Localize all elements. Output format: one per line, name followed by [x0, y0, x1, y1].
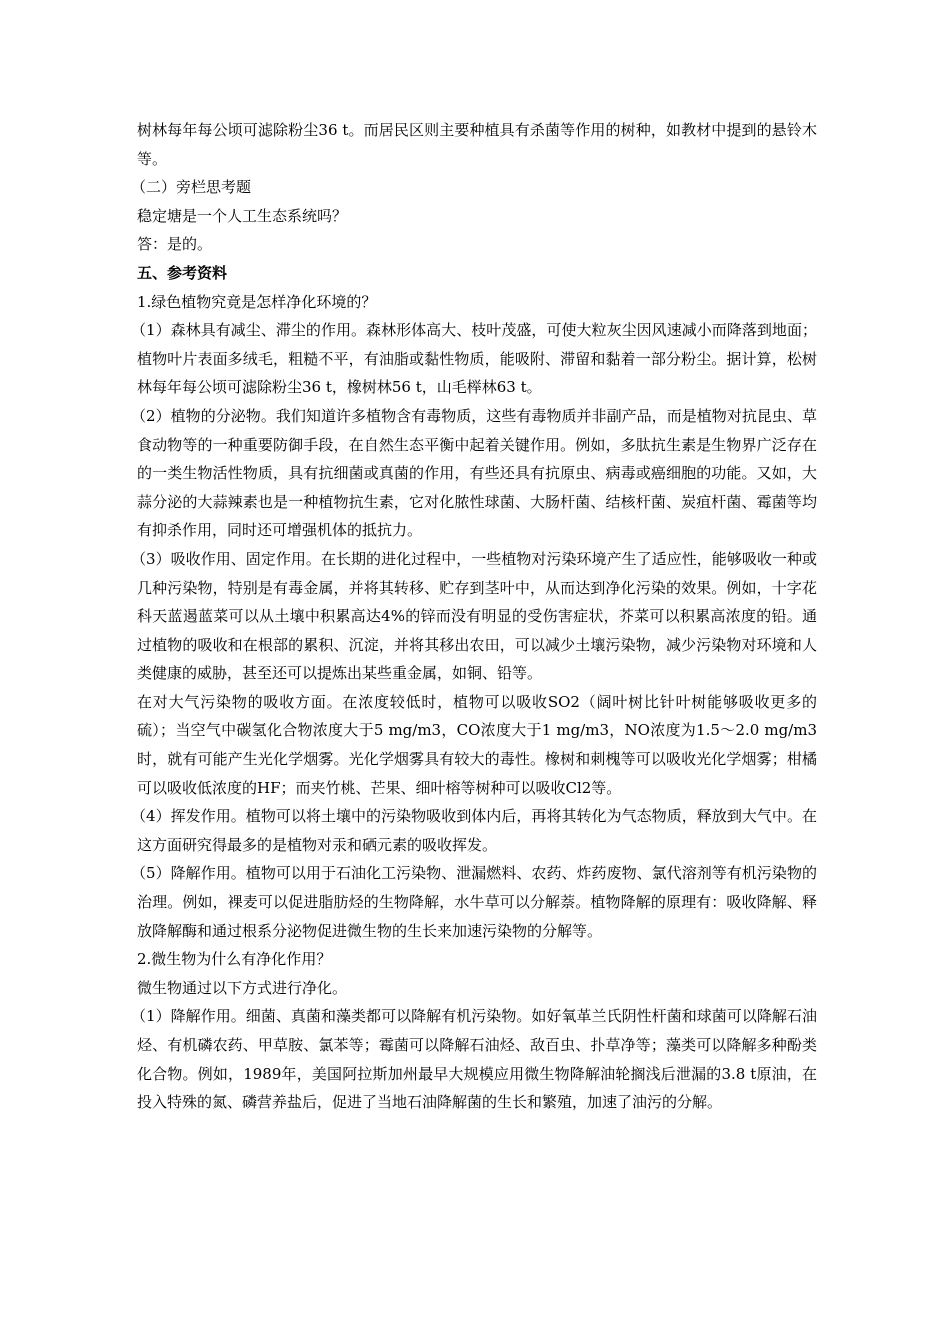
section-sidebar-questions: （二）旁栏思考题	[131, 178, 252, 197]
question-green-plants: 1.绿色植物究竟是怎样净化环境的？	[137, 292, 377, 311]
paragraph-dust-reduction: （1）森林具有减尘、滞尘的作用。森林形体高大、枝叶茂盛，可使大粒灰尘因风速减小而降落到地面；植物叶片表面多绒毛，粗糙不平，有油脂或黏性物质，能吸附、滞留和黏着一部分粉尘。据计算，松树林每年每公顷可滤除粉尘36 t，橡树林56 t，山毛榉林63 t。	[131, 321, 817, 397]
paragraph-microbe-degradation: （1）降解作用。细菌、真菌和藻类都可以降解有机污染物。如好氧革兰氏阴性杆菌和球菌可以降解石油烃、有机磷农药、甲草胺、氯苯等；霉菌可以降解石油烃、敌百虫、扑草净等；藻类可以降解多种酚类化合物。例如，1989年，美国阿拉斯加州最早大规模应用微生物降解油轮搁浅后泄漏的3.8 t原油，在投入特殊的氮、磷营养盐后，促进了当地石油降解菌的生长和繁殖，加速了油污的分解。	[131, 1007, 817, 1112]
section-heading-references: 五、参考资料	[137, 263, 228, 282]
paragraph-forest-dust: 树林每年每公顷可滤除粉尘36 t。而居民区则主要种植具有杀菌等作用的树种，如教材中提到的悬铃木等。	[137, 121, 817, 168]
paragraph-absorption-fixation: （3）吸收作用、固定作用。在长期的进化过程中，一些植物对污染环境产生了适应性，能够吸收一种或几种污染物，特别是有毒金属，并将其转移、贮存到茎叶中，从而达到净化污染的效果。例如，十字花科天蓝遏蓝菜可以从土壤中积累高达4%的锌而没有明显的受伤害症状，芥菜可以积累高浓度的铅。通过植物的吸收和在根部的累积、沉淀，并将其移出农田，可以减少土壤污染物，减少污染物对环境和人类健康的威胁，甚至还可以提炼出某些重金属，如铜、铅等。	[131, 549, 817, 683]
question-stabilization-pond: 稳定塘是一个人工生态系统吗？	[137, 206, 348, 225]
document-page	[131, 116, 817, 1117]
paragraph-air-pollutants: 在对大气污染物的吸收方面。在浓度较低时，植物可以吸收SO2（阔叶树比针叶树能够吸收更多的硫）；当空气中碳氢化合物浓度大于5 mg/m3，CO浓度大于1 mg/m3，NO浓度为1.5～2.0 mg/m3时，就有可能产生光化学烟雾。光化学烟雾具有较大的毒性。橡树和刺槐等可以吸收光化学烟雾；柑橘可以吸收低浓度的HF；而夹竹桃、芒果、细叶榕等树种可以吸收Cl2等。	[137, 692, 817, 797]
paragraph-volatilization: （4）挥发作用。植物可以将土壤中的污染物吸收到体内后，再将其转化为气态物质，释放到大气中。在这方面研究得最多的是植物对汞和硒元素的吸收挥发。	[131, 807, 817, 854]
paragraph-microbe-intro: 微生物通过以下方式进行净化。	[137, 978, 348, 997]
answer-yes: 答：是的。	[137, 235, 213, 254]
paragraph-plant-degradation: （5）降解作用。植物可以用于石油化工污染物、泄漏燃料、农药、炸药废物、氯代溶剂等有机污染物的治理。例如，裸麦可以促进脂肪烃的生物降解，水牛草可以分解萘。植物降解的原理有：吸收降解、释放降解酶和通过根系分泌物促进微生物的生长来加速污染物的分解等。	[131, 864, 817, 940]
question-microorganisms: 2.微生物为什么有净化作用？	[137, 950, 332, 969]
paragraph-plant-secretions: （2）植物的分泌物。我们知道许多植物含有毒物质，这些有毒物质并非副产品，而是植物对抗昆虫、草食动物等的一种重要防御手段，在自然生态平衡中起着关键作用。例如，多肽抗生素是生物界广泛存在的一类生物活性物质，具有抗细菌或真菌的作用，有些还具有抗原虫、病毒或癌细胞的功能。又如，大蒜分泌的大蒜辣素也是一种植物抗生素，它对化脓性球菌、大肠杆菌、结核杆菌、炭疽杆菌、霉菌等均有抑杀作用，同时还可增强机体的抵抗力。	[131, 406, 817, 540]
